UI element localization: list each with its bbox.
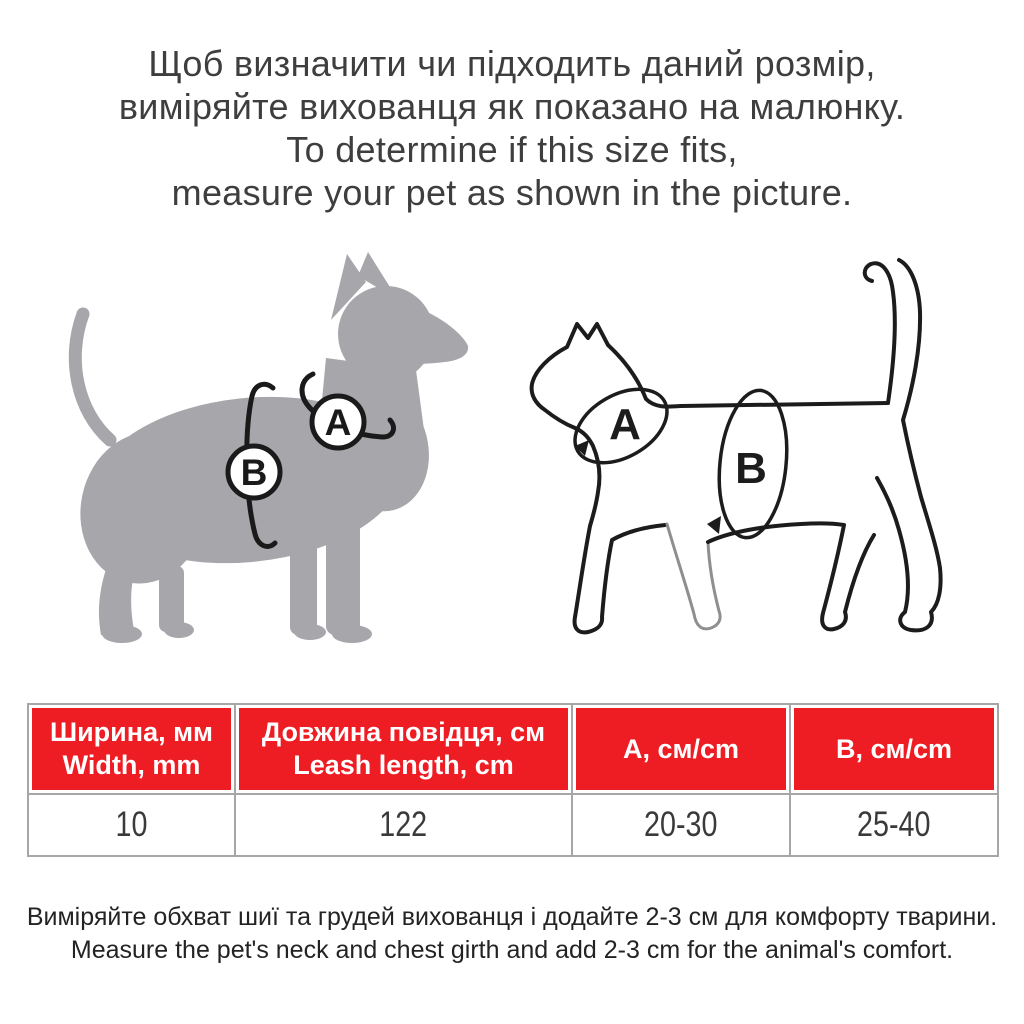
col-header-a [572,704,790,794]
heading-line-uk-2: виміряйте вихованця як показано на малюнку. [118,86,906,127]
instruction-heading [0,42,1024,214]
value-leash-length [235,794,572,856]
cat-measure-diagram [505,252,955,652]
size-table-value-row [28,794,998,856]
value-a [572,794,790,856]
cat-tail-inner-line [865,263,895,403]
size-table [27,703,999,857]
measuring-note [0,901,1024,967]
dog-measure-diagram [26,250,486,660]
col-header-width-uk: Ширина, мм [49,717,214,747]
value-width-text: 10 [115,805,148,844]
col-header-leash-length [235,704,572,794]
heading-line-en-1: To determine if this size fits, [286,129,738,170]
cat-back-line [608,345,888,407]
dog-marker-a-icon [312,396,364,448]
col-header-width-en: Width, mm [62,750,201,780]
heading-line-en-2: measure your pet as shown in the picture. [171,172,853,213]
dog-tail [75,314,110,440]
col-header-width [28,704,235,794]
dog-label-a: A [324,402,352,443]
cat-neck-arrow-icon [575,440,589,456]
value-leash-length-text: 122 [379,805,428,844]
cat-head-body-line [532,324,665,632]
heading-line-uk-1: Щоб визначити чи підходить даний розмір, [148,43,876,84]
size-table-header-row [28,704,998,794]
value-width [28,794,235,856]
col-header-b-label: В, см/cm [835,733,952,764]
col-header-a-label: А, см/cm [622,733,739,764]
col-header-leash-length-en: Leash length, cm [293,750,514,780]
dog-marker-b-icon [228,446,280,498]
cat-chest-arrow-icon [707,516,721,534]
value-a-text: 20-30 [644,805,718,844]
col-header-b [790,704,998,794]
dog-label-b: B [240,452,268,493]
col-header-leash-length-uk: Довжина повідця, см [261,717,546,747]
measuring-note-uk: Виміряйте обхват шиї та грудей вихованця і додайте 2-3 см для комфорту тварини. [26,903,998,931]
value-b [790,794,998,856]
measuring-note-en: Measure the pet's neck and chest girth and add 2-3 cm for the animal's comfort. [70,936,954,964]
cat-label-b: B [735,444,767,493]
value-b-text: 25-40 [857,805,931,844]
cat-tail-rump-line [877,260,941,630]
cat-label-a: A [609,400,641,449]
cat-belly-hind-leg-line [708,523,874,629]
